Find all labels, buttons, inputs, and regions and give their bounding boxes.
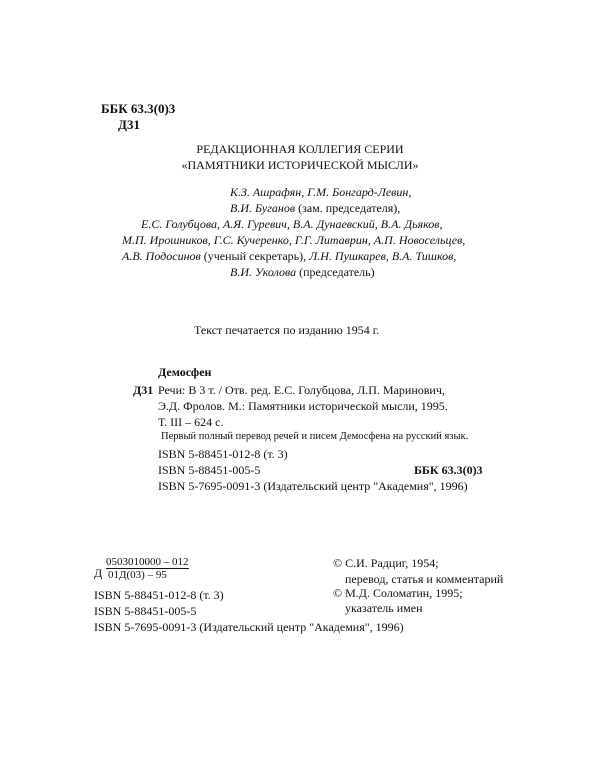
bottom-isbn-3: ISBN 5-7695-0091-3 (Издательский центр "Академия", 1996) bbox=[94, 620, 404, 634]
catalog-desc-line-3: Т. III – 624 с. bbox=[158, 415, 224, 429]
catalog-code: Д31 bbox=[133, 383, 154, 397]
board-line-3: Е.С. Голубцова, А.Я. Гуревич, В.А. Дунаевский, В.А. Дьяков, bbox=[141, 217, 443, 231]
board-line-1: К.З. Ашрафян, Г.М. Бонгард-Левин, bbox=[230, 185, 412, 199]
d-code-top: Д31 bbox=[118, 117, 140, 132]
print-note: Текст печатается по изданию 1954 г. bbox=[194, 323, 380, 337]
board-line-5: А.В. Подосинов (ученый секретарь), Л.Н. Пушкарев, В.А. Тишков, bbox=[122, 249, 457, 263]
bottom-code-top: 0503010000 – 012 bbox=[106, 556, 189, 568]
bottom-d-letter: Д bbox=[94, 566, 103, 580]
bottom-code-fraction bbox=[106, 556, 189, 581]
catalog-author: Демосфен bbox=[158, 365, 212, 379]
board-line-4: М.П. Ирошников, Г.С. Кучеренко, Г.Г. Литаврин, А.П. Новосельцев, bbox=[122, 233, 466, 247]
catalog-isbn-3: ISBN 5-7695-0091-3 (Издательский центр "Академия", 1996) bbox=[158, 479, 468, 493]
catalog-desc-line-1: Речи: В 3 т. / Отв. ред. Е.С. Голубцова, Л.П. Маринович, bbox=[158, 383, 445, 397]
copyright-line-3: © М.Д. Соломатин, 1995; bbox=[333, 586, 463, 600]
board-line-2: В.И. Буганов (зам. председателя), bbox=[230, 201, 401, 215]
board-heading: РЕДАКЦИОННАЯ КОЛЛЕГИЯ СЕРИИ bbox=[196, 142, 404, 156]
series-name: «ПАМЯТНИКИ ИСТОРИЧЕСКОЙ МЫСЛИ» bbox=[181, 158, 419, 172]
catalog-desc-line-2: Э.Д. Фролов. М.: Памятники исторической мысли, 1995. bbox=[158, 399, 448, 413]
copyright-line-2: перевод, статья и комментарий bbox=[345, 572, 504, 586]
catalog-bbk: ББК 63.3(0)3 bbox=[414, 463, 483, 477]
copyright-line-4: указатель имен bbox=[345, 601, 423, 615]
bottom-isbn-2: ISBN 5-88451-005-5 bbox=[94, 604, 197, 618]
board-line-6: В.И. Уколова (председатель) bbox=[230, 265, 375, 279]
bbk-code-top: ББК 63.3(0)3 bbox=[101, 101, 176, 116]
catalog-isbn-1: ISBN 5-88451-012-8 (т. 3) bbox=[158, 447, 288, 461]
bottom-isbn-1: ISBN 5-88451-012-8 (т. 3) bbox=[94, 588, 224, 602]
bottom-code-bottom: 01Д(03) – 95 bbox=[108, 569, 167, 581]
catalog-isbn-2: ISBN 5-88451-005-5 bbox=[158, 463, 261, 477]
catalog-annotation: Первый полный перевод речей и писем Демосфена на русский язык. bbox=[161, 431, 469, 442]
copyright-line-1: © С.И. Радциг, 1954; bbox=[333, 556, 439, 570]
